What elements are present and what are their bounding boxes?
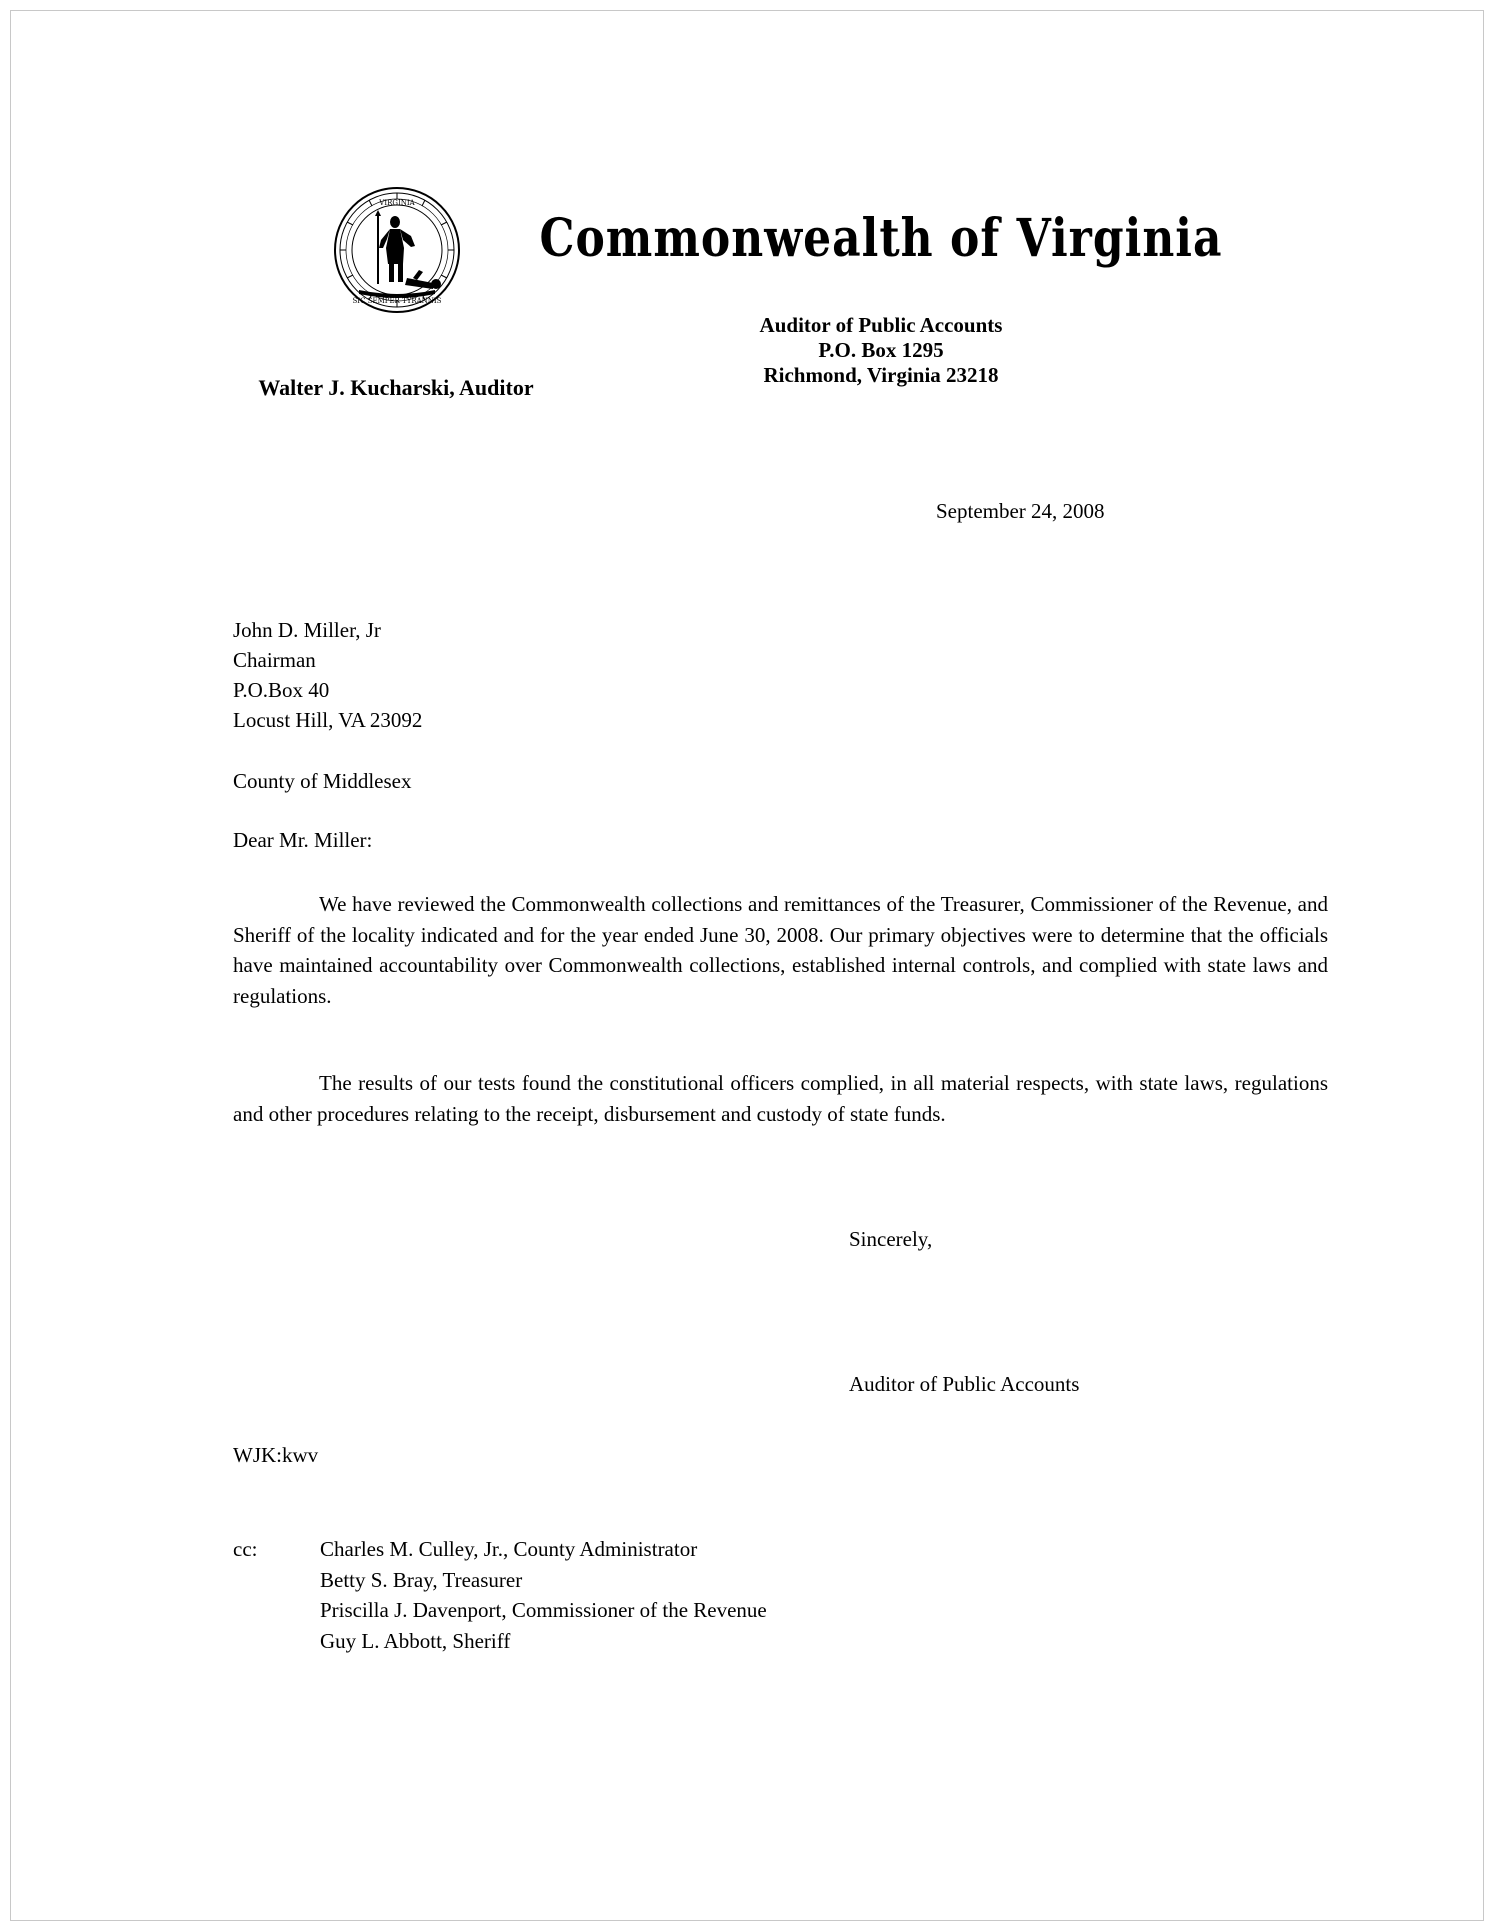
cc-recipient: Betty S. Bray, Treasurer <box>320 1567 523 1592</box>
agency-name: Auditor of Public Accounts <box>759 313 1003 337</box>
salutation: Dear Mr. Miller: <box>233 828 373 852</box>
cc-recipient: Charles M. Culley, Jr., County Administrator <box>320 1537 698 1561</box>
svg-text:VIRGINIA: VIRGINIA <box>379 199 415 207</box>
addressee-line: Locust Hill, VA 23092 <box>233 708 423 732</box>
agency-address-block <box>531 313 1231 388</box>
org-title: Commonwealth of Virginia <box>539 209 1223 270</box>
svg-text:SIC SEMPER TYRANNIS: SIC SEMPER TYRANNIS <box>352 297 442 305</box>
agency-po-box: P.O. Box 1295 <box>818 338 944 362</box>
locality-name: County of Middlesex <box>233 769 412 793</box>
typist-initials: WJK:kwv <box>233 1443 319 1467</box>
letter-content <box>11 11 1483 1920</box>
signature-title: Auditor of Public Accounts <box>849 1372 1080 1396</box>
addressee-line: John D. Miller, Jr <box>233 618 381 642</box>
body-paragraph-2: The results of our tests found the constitutional officers complied, in all material respects, with state laws, regulations and other procedures relating to the receipt, disbursement and custody of state funds. <box>233 1071 1328 1126</box>
cc-recipient-list <box>320 1534 767 1656</box>
cc-label: cc: <box>233 1537 258 1561</box>
cc-recipient: Priscilla J. Davenport, Commissioner of the Revenue <box>320 1598 767 1622</box>
closing: Sincerely, <box>849 1227 933 1251</box>
auditor-name: Walter J. Kucharski, Auditor <box>258 375 534 400</box>
addressee-line: Chairman <box>233 648 316 672</box>
virginia-state-seal-icon <box>333 186 461 314</box>
addressee-line: P.O.Box 40 <box>233 678 330 702</box>
agency-city-state-zip: Richmond, Virginia 23218 <box>763 363 999 387</box>
addressee-block <box>233 615 422 735</box>
body-paragraph-1: We have reviewed the Commonwealth collections and remittances of the Treasurer, Commissioner of the Revenue, and Sheriff of the locality indicated and for the year ended June 30, 2008. Our primary objectives were to determine that the officials have maintained accountability over Commonwealth collections, established internal controls, and complied with state laws and regulations. <box>233 892 1328 1008</box>
letter-sheet <box>10 10 1484 1921</box>
cc-recipient: Guy L. Abbott, Sheriff <box>320 1628 511 1653</box>
letter-date: September 24, 2008 <box>936 499 1105 523</box>
cc-block <box>233 1534 767 1656</box>
